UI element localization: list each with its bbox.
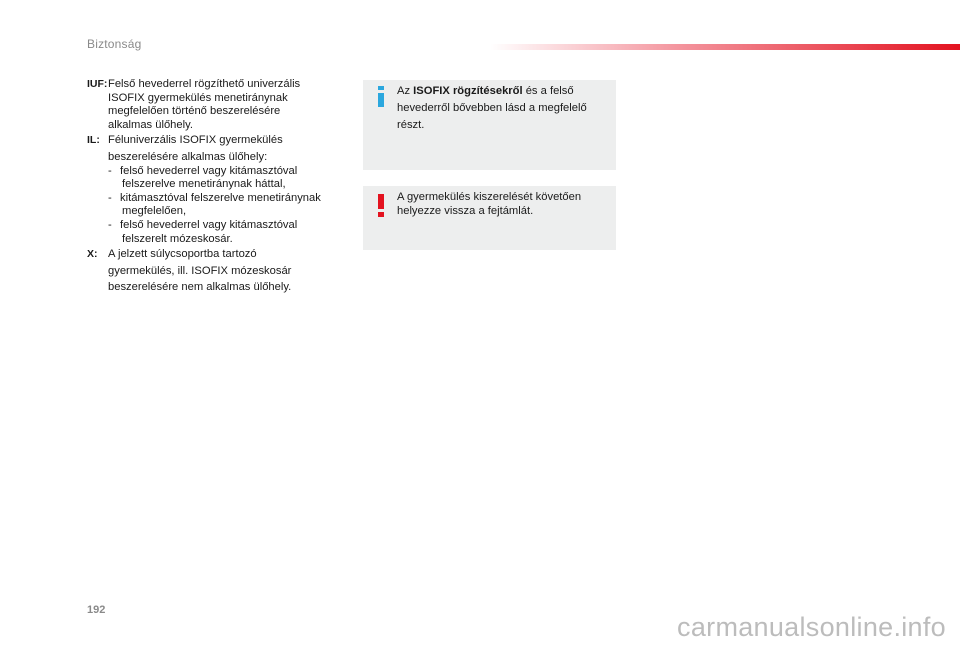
info-note-box <box>363 80 616 170</box>
legend-list-item <box>108 219 347 246</box>
list-item-line: felső hevederrel vagy kitámasztóval <box>120 164 298 177</box>
legend-text-line: alkalmas ülőhely. <box>108 118 193 131</box>
legend-list-item <box>108 165 347 192</box>
legend-text-line: Felső hevederrel rögzíthető univerzális <box>108 78 301 90</box>
watermark: carmanualsonline.info <box>677 612 946 642</box>
list-item-line: felszerelt mózeskosár. <box>122 232 233 245</box>
legend-text-line: A jelzett súlycsoportba tartozó <box>108 248 257 261</box>
info-text-line: részt. <box>397 119 425 131</box>
list-item-line: felső hevederrel vagy kitámasztóval <box>120 218 298 231</box>
legend-text-line: megfelelően történő beszerelésére <box>108 105 281 118</box>
info-text-line: hevederről bővebben lásd a megfelelő <box>397 102 587 114</box>
warning-note-text <box>397 190 607 218</box>
legend-text-line: ISOFIX gyermekülés menetiránynak <box>108 91 288 104</box>
info-note-text <box>397 83 607 134</box>
warning-text-line: A gyermekülés kiszerelését követően <box>397 191 582 203</box>
warning-note-box <box>363 186 616 250</box>
info-icon <box>376 86 386 108</box>
header-accent-bar <box>490 44 960 50</box>
legend-code: X: <box>87 248 98 261</box>
seat-legend <box>87 78 347 297</box>
legend-entry-il <box>87 134 347 246</box>
legend-entry-iuf <box>87 78 347 132</box>
warning-text-line: helyezze vissza a fejtámlát. <box>397 205 534 217</box>
legend-entry-x <box>87 248 347 295</box>
legend-text-line: beszerelésére alkalmas ülőhely: <box>108 150 268 163</box>
legend-code: IUF: <box>87 78 108 90</box>
legend-list-item <box>108 192 347 219</box>
legend-text-line: Féluniverzális ISOFIX gyermekülés <box>108 134 283 147</box>
section-title: Biztonság <box>87 37 142 51</box>
dash-bullet: - <box>108 218 112 231</box>
info-text-bold: ISOFIX rögzítésekről <box>413 85 523 97</box>
page-number: 192 <box>87 604 106 616</box>
legend-text-line: gyermekülés, ill. ISOFIX mózeskosár <box>108 264 292 277</box>
list-item-line: felszerelve menetiránynak háttal, <box>122 178 286 191</box>
dash-bullet: - <box>108 164 112 177</box>
info-text-suffix: és a felső <box>522 85 574 97</box>
list-item-line: kitámasztóval felszerelve menetiránynak <box>120 191 321 204</box>
exclamation-icon <box>376 194 386 218</box>
list-item-line: megfelelően, <box>122 205 187 218</box>
dash-bullet: - <box>108 191 112 204</box>
legend-code: IL: <box>87 134 100 147</box>
legend-text-line: beszerelésére nem alkalmas ülőhely. <box>108 281 292 294</box>
info-text-prefix: Az <box>397 85 414 97</box>
